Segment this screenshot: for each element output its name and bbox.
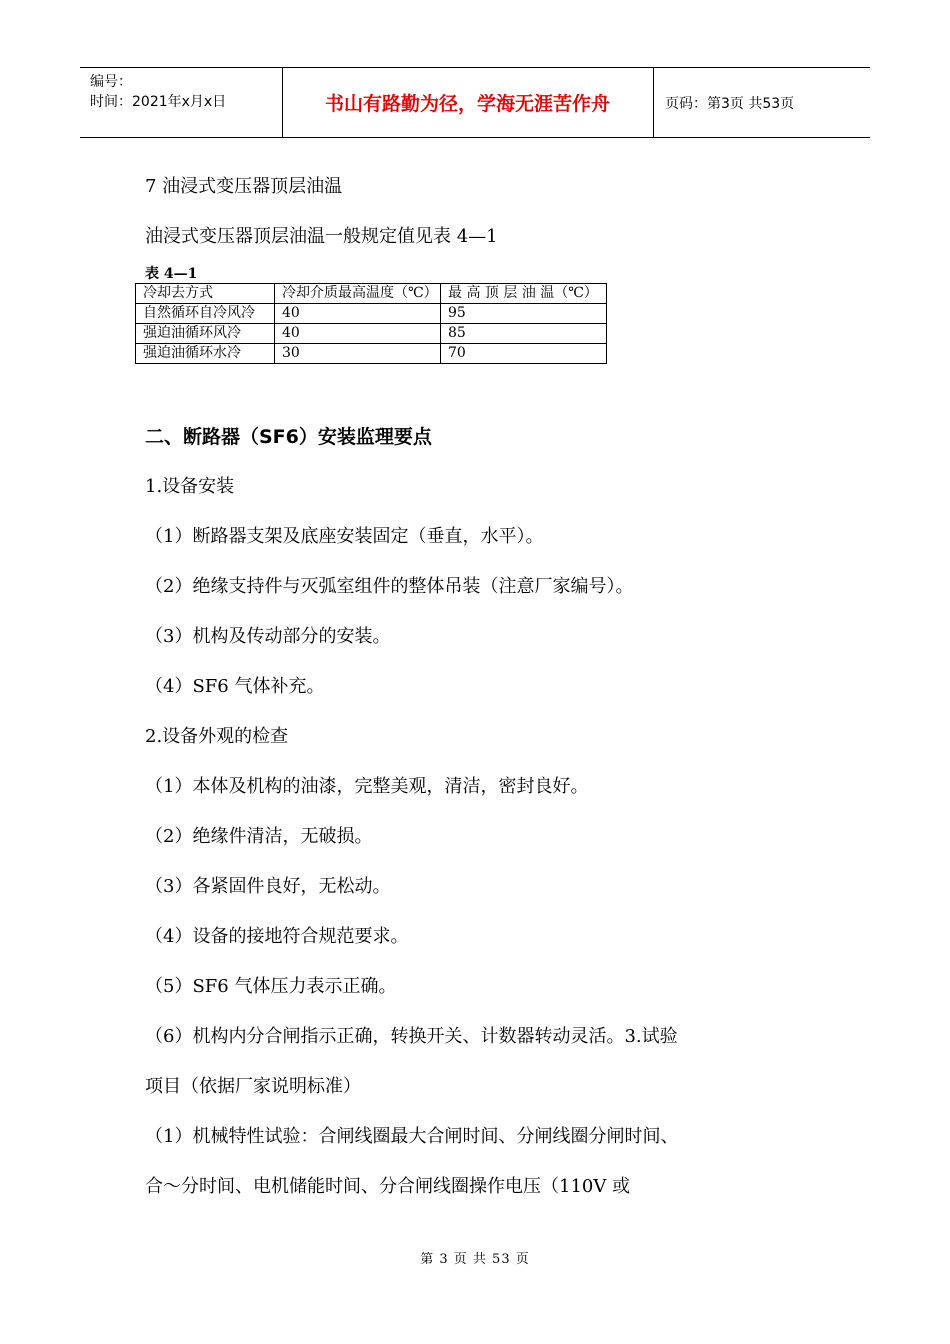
table-cell: 30 — [275, 344, 441, 364]
body-line: 合～分时间、电机储能时间、分合闸线圈操作电压（110V 或 — [145, 1176, 631, 1197]
table-cell: 强迫油循环水冷 — [136, 344, 275, 364]
table-cell: 自然循环自冷风冷 — [136, 304, 275, 324]
table-row — [136, 344, 607, 364]
table-cell: 40 — [275, 324, 441, 344]
table-row — [136, 324, 607, 344]
body-line: （6）机构内分合闸指示正确，转换开关、计数器转动灵活。3.试验 — [145, 1026, 678, 1047]
table-header-cell: 最 高 顶 层 油 温（℃） — [441, 284, 607, 304]
oil-temp-table — [135, 283, 607, 364]
body-line: （3）机构及传动部分的安装。 — [145, 626, 391, 647]
page-header — [80, 67, 870, 138]
table-label: 表 4—1 — [145, 266, 198, 282]
page-info: 页码：第3页 共53页 — [665, 96, 795, 112]
section-2-title: 二、断路器（SF6）安装监理要点 — [145, 426, 432, 448]
table-header-cell: 冷却去方式 — [136, 284, 275, 304]
body-line: （1）本体及机构的油漆，完整美观，清洁，密封良好。 — [145, 776, 589, 797]
body-line: （2）绝缘支持件与灭弧室组件的整体吊装（注意厂家编号）。 — [145, 576, 634, 597]
time-label: 时间：2021年x月x日 — [90, 94, 227, 110]
body-line: （1）断路器支架及底座安装固定（垂直，水平）。 — [145, 526, 544, 547]
table-row — [136, 304, 607, 324]
table-cell: 70 — [441, 344, 607, 364]
body-line: 2.设备外观的检查 — [145, 726, 289, 747]
table-cell: 强迫油循环风冷 — [136, 324, 275, 344]
body-line: 项目（依据厂家说明标准） — [145, 1076, 361, 1097]
table-cell: 85 — [441, 324, 607, 344]
heading-7: 7 油浸式变压器顶层油温 — [145, 176, 343, 197]
body-line: （3）各紧固件良好，无松动。 — [145, 876, 391, 897]
table-header-cell: 冷却介质最高温度（℃） — [275, 284, 441, 304]
body-line: （2）绝缘件清洁，无破损。 — [145, 826, 373, 847]
page-footer: 第 3 页 共 53 页 — [420, 1252, 530, 1267]
table-cell: 40 — [275, 304, 441, 324]
table-cell: 95 — [441, 304, 607, 324]
motto: 书山有路勤为径，学海无涯苦作舟 — [324, 93, 610, 115]
body-line: （4）SF6 气体补充。 — [145, 676, 325, 697]
body-line: 1.设备安装 — [145, 476, 235, 497]
intro-text: 油浸式变压器顶层油温一般规定值见表 4—1 — [145, 226, 498, 247]
body-line: （1）机械特性试验：合闸线圈最大合闸时间、分闸线圈分闸时间、 — [145, 1126, 679, 1147]
header-meta — [90, 72, 226, 112]
table-header-row — [136, 284, 607, 304]
number-label: 编号： — [90, 74, 132, 90]
body-line: （4）设备的接地符合规范要求。 — [145, 926, 409, 947]
body-line: （5）SF6 气体压力表示正确。 — [145, 976, 397, 997]
header-divider — [653, 68, 654, 137]
